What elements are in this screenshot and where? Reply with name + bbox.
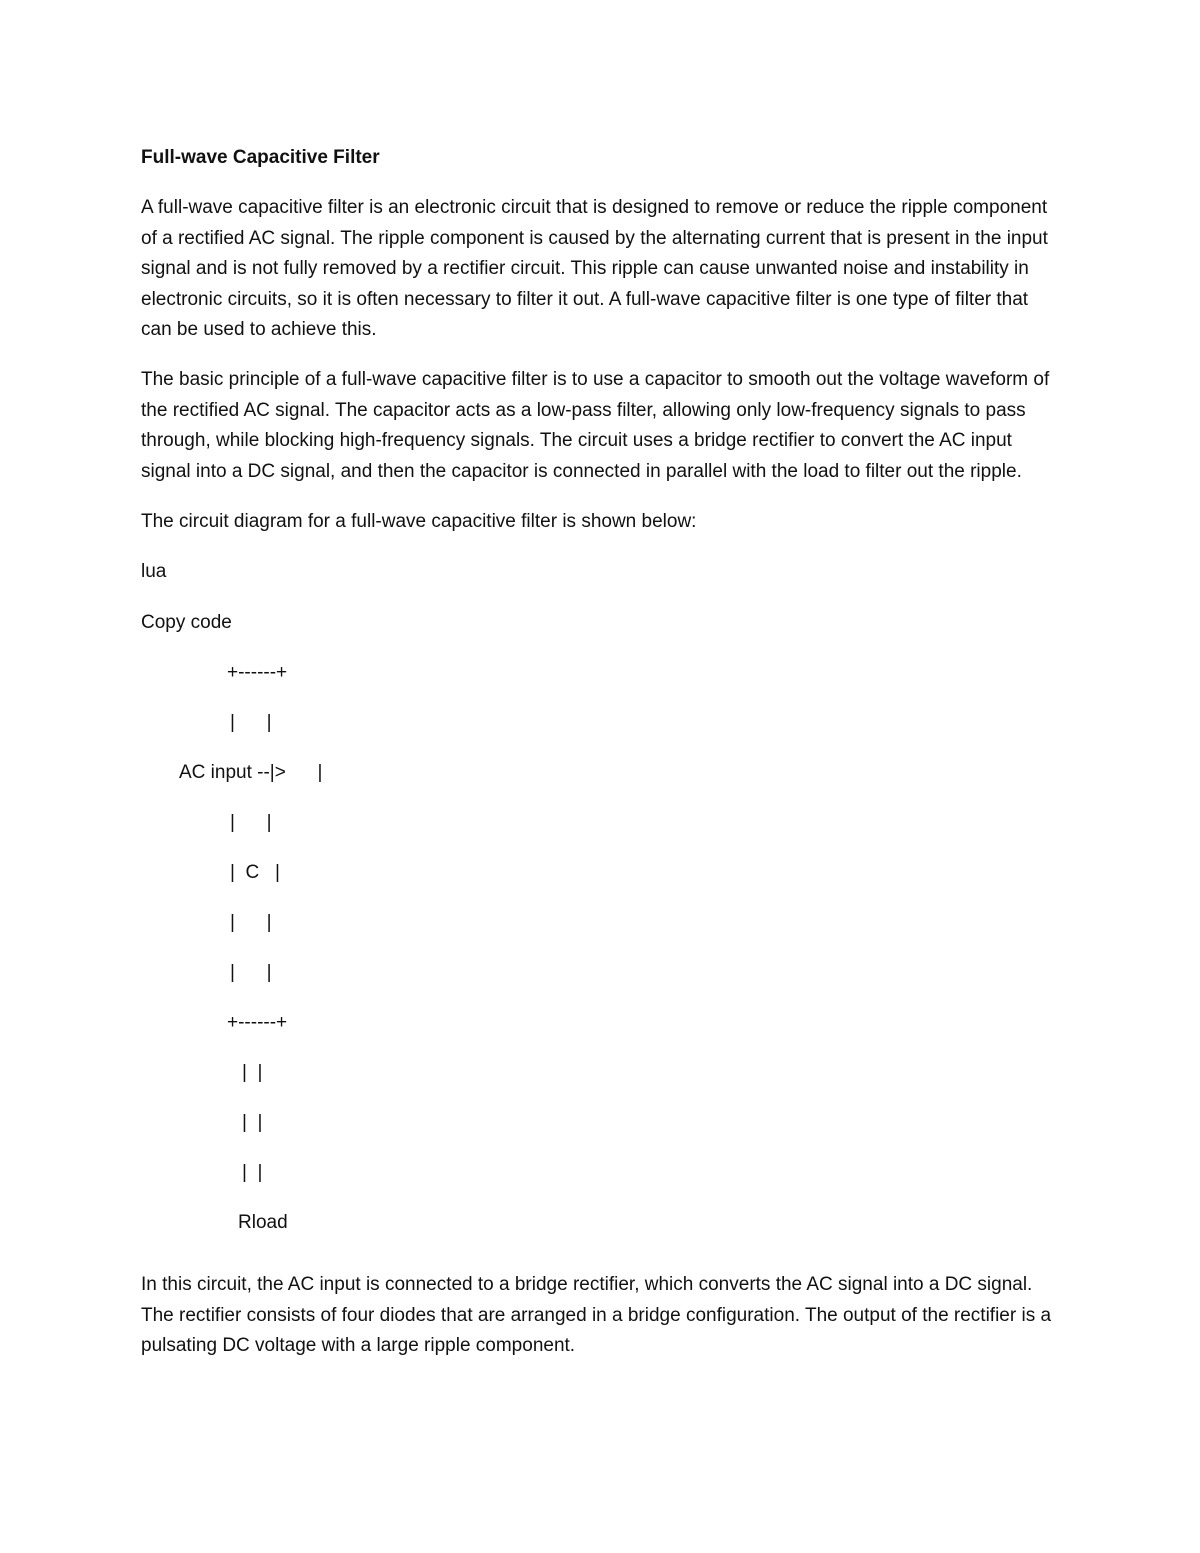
document-body bbox=[141, 143, 1056, 1382]
copy-code-label: Copy code bbox=[141, 611, 232, 633]
diagram-line: | C | bbox=[230, 862, 280, 884]
diagram-line: +------+ bbox=[227, 662, 288, 684]
diagram-line: | | bbox=[230, 912, 272, 934]
paragraph-intro: A full-wave capacitive filter is an electronic circuit that is designed to remove or reduce the ripple component of a rectified AC signal. The ripple component is caused by the alternating current that is present in the input signal and is not fully removed by a rectifier circuit. This ripple can cause unwanted noise and instability in electronic circuits, so it is often necessary to filter it out. A full-wave capacitive filter is one type of filter that can be used to achieve this. bbox=[141, 197, 1048, 341]
diagram-line: | | bbox=[230, 812, 272, 834]
diagram-line: | | bbox=[230, 712, 272, 734]
paragraph-principle: The basic principle of a full-wave capacitive filter is to use a capacitor to smooth out the voltage waveform of the rectified AC signal. The capacitor acts as a low-pass filter, allowing only low-frequency signals to pass through, while blocking high-frequency signals. The circuit uses a bridge rectifier to convert the AC input signal into a DC signal, and then the capacitor is connected in parallel with the load to filter out the ripple. bbox=[141, 369, 1050, 482]
circuit-diagram bbox=[141, 658, 1056, 1270]
code-language-label: lua bbox=[141, 561, 167, 583]
diagram-line: | | bbox=[230, 962, 272, 984]
document-title: Full-wave Capacitive Filter bbox=[141, 147, 380, 168]
diagram-line: +------+ bbox=[227, 1012, 288, 1034]
diagram-line: | | bbox=[242, 1062, 263, 1084]
diagram-line: Rload bbox=[238, 1212, 288, 1234]
diagram-line: | | bbox=[242, 1162, 263, 1184]
diagram-line: AC input --|> | bbox=[179, 762, 323, 784]
diagram-line: | | bbox=[242, 1112, 263, 1134]
paragraph-diagram-intro: The circuit diagram for a full-wave capacitive filter is shown below: bbox=[141, 511, 697, 533]
paragraph-closing: In this circuit, the AC input is connected to a bridge rectifier, which converts the AC signal into a DC signal. The rectifier consists of four diodes that are arranged in a bridge configuration. The output of the rectifier is a pulsating DC voltage with a large ripple component. bbox=[141, 1274, 1052, 1357]
